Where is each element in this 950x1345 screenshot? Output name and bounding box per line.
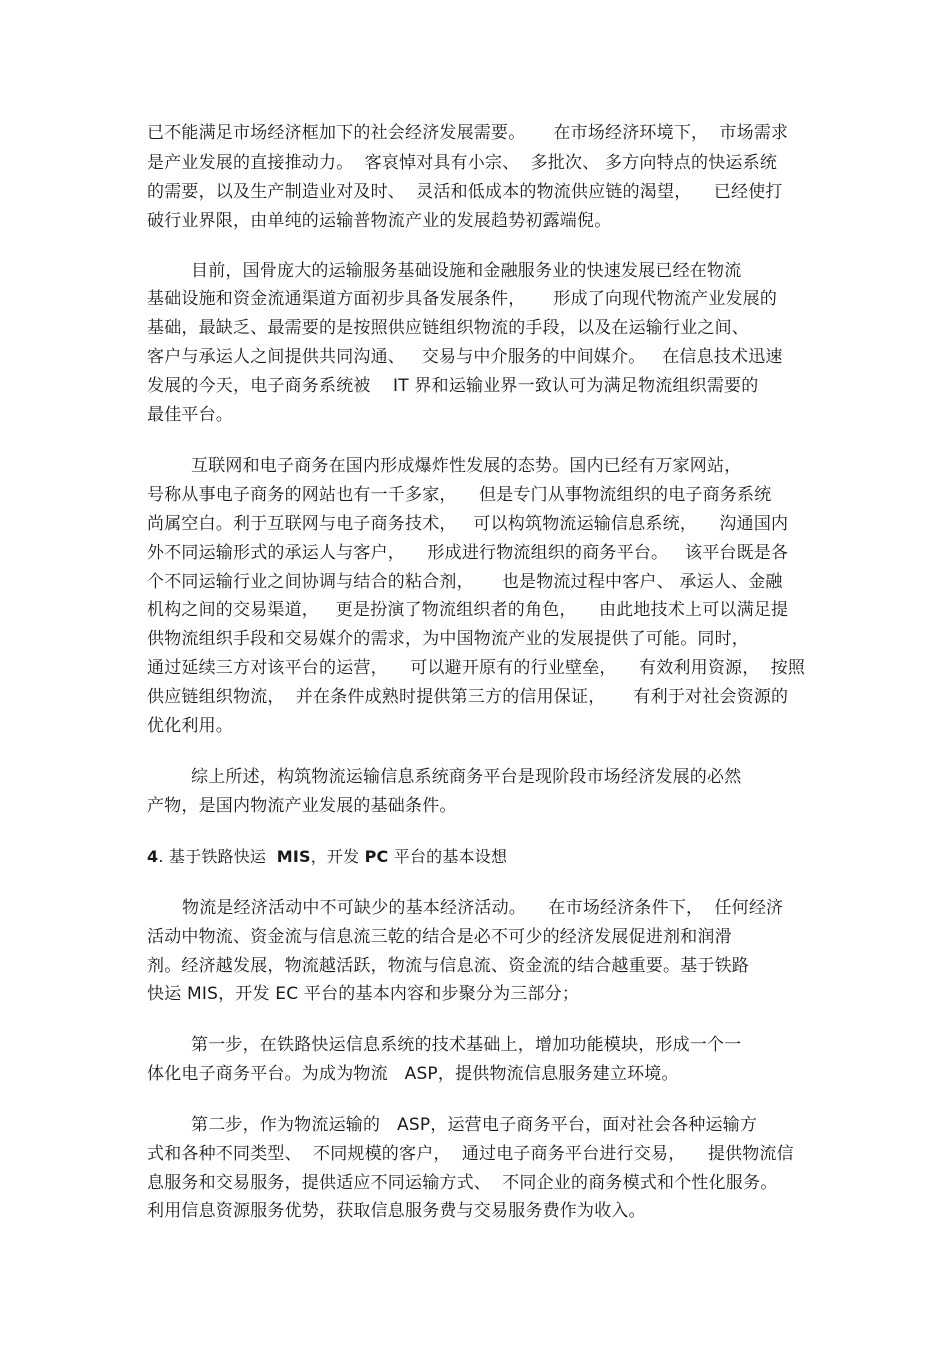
text-line: 综上所述，构筑物流运输信息系统商务平台是现阶段市场经济发展的必然 xyxy=(191,767,742,787)
text-line: 最佳平台。 xyxy=(147,405,233,425)
text-line: 外不同运输形式的承运人与客户， 形成进行物流组织的商务平台。 该平台既是各 xyxy=(147,543,789,563)
text-line: 第一步，在铁路快运信息系统的技术基础上，增加功能模块，形成一个一 xyxy=(191,1035,742,1055)
text-line: 活动中物流、资金流与信息流三乾的结合是必不可少的经济发展促进剂和润滑 xyxy=(147,927,732,947)
text-line: 尚属空白。利于互联网与电子商务技术， 可以构筑物流运输信息系统， 沟通国内 xyxy=(147,514,789,534)
text-line: 剂。经济越发展，物流越活跃，物流与信息流、资金流的结合越重要。基于铁路 xyxy=(147,956,749,976)
heading-text: ，开发 xyxy=(310,847,365,866)
section-number: 4 xyxy=(147,847,159,866)
text-line: 互联网和电子商务在国内形成爆炸性发展的态势。国内已经有万家网站， xyxy=(191,456,742,476)
heading-mis: MIS xyxy=(276,847,311,866)
text-line: 供应链组织物流， 并在条件成熟时提供第三方的信用保证， 有利于对社会资源的 xyxy=(147,687,789,707)
text-line: 机构之间的交易渠道， 更是扮演了物流组织者的角色， 由此地技术上可以满足提 xyxy=(147,600,789,620)
text-line: 产物，是国内物流产业发展的基础条件。 xyxy=(147,796,457,816)
text-line: 的需要，以及生产制造业对及时、 灵活和低成本的物流供应链的渴望， 已经使打 xyxy=(147,182,783,202)
section-heading xyxy=(147,845,507,869)
text-line: 目前，国骨庞大的运输服务基础设施和金融服务业的快速发展已经在物流 xyxy=(191,261,742,281)
text-line: 基础设施和资金流通渠道方面初步具备发展条件， 形成了向现代物流产业发展的 xyxy=(147,289,778,309)
text-line: 体化电子商务平台。为成为物流 ASP，提供物流信息服务建立环境。 xyxy=(147,1064,679,1084)
text-line: 号称从事电子商务的网站也有一千多家， 但是专门从事物流组织的电子商务系统 xyxy=(147,485,772,505)
text-line: 已不能满足市场经济框加下的社会经济发展需要。 在市场经济环境下， 市场需求 xyxy=(147,123,789,143)
heading-text: . 基于铁路快运 xyxy=(158,847,277,866)
text-line: 基础，最缺乏、最需要的是按照供应链组织物流的手段，以及在运输行业之间、 xyxy=(147,318,749,338)
text-line: 是产业发展的直接推动力。 客哀悼对具有小宗、 多批次、 多方向特点的快运系统 xyxy=(147,153,778,173)
text-line: 个不同运输行业之间协调与结合的粘合剂， 也是物流过程中客户、 承运人、金融 xyxy=(147,572,783,592)
text-line: 供物流组织手段和交易媒介的需求，为中国物流产业的发展提供了可能。同时， xyxy=(147,629,749,649)
heading-pc: PC xyxy=(364,847,389,866)
text-line: 破行业界限，由单纯的运输普物流产业的发展趋势初露端倪。 xyxy=(147,211,612,231)
text-line: 式和各种不同类型、 不同规模的客户， 通过电子商务平台进行交易， 提供物流信 xyxy=(147,1144,794,1164)
heading-text: 平台的基本设想 xyxy=(388,847,508,866)
text-line: 快运 MIS，开发 EC 平台的基本内容和步聚分为三部分； xyxy=(147,984,580,1004)
text-line: 物流是经济活动中不可缺少的基本经济活动。 在市场经济条件下， 任何经济 xyxy=(182,898,784,918)
text-line: 通过延续三方对该平台的运营， 可以避开原有的行业壁垒， 有效利用资源， 按照 xyxy=(147,658,806,678)
text-line: 优化利用。 xyxy=(147,716,233,736)
text-line: 第二步，作为物流运输的 ASP，运营电子商务平台，面对社会各种运输方 xyxy=(191,1115,758,1135)
text-line: 利用信息资源服务优势，获取信息服务费与交易服务费作为收入。 xyxy=(147,1201,646,1221)
text-line: 客户与承运人之间提供共同沟通、 交易与中介服务的中间媒介。 在信息技术迅速 xyxy=(147,347,783,367)
text-line: 发展的今天，电子商务系统被 IT 界和运输业界一致认可为满足物流组织需要的 xyxy=(147,376,759,396)
text-line: 息服务和交易服务，提供适应不同运输方式、 不同企业的商务模式和个性化服务。 xyxy=(147,1173,778,1193)
